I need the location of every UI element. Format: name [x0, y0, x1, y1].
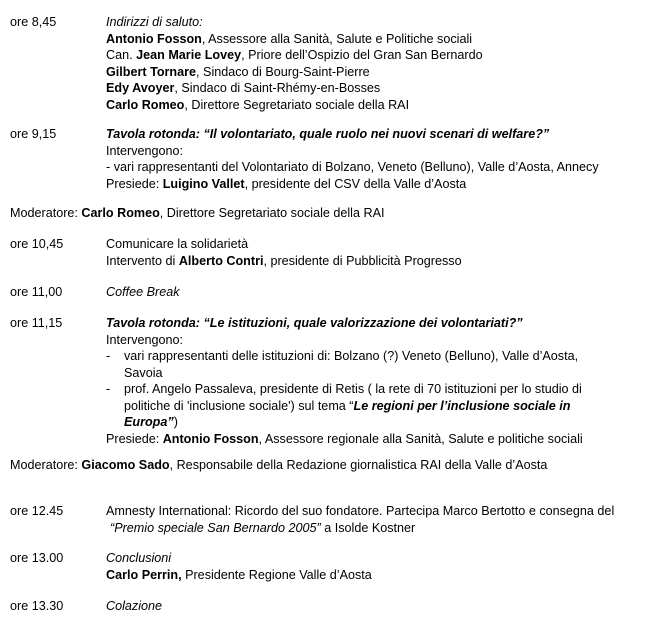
- session-title: Conclusioni: [106, 551, 172, 565]
- session-title: Tavola rotonda: “Le istituzioni, quale valorizzazione dei volontariati?”: [106, 316, 523, 330]
- session-time: ore 13.30: [10, 599, 64, 613]
- speaker-role: , Direttore Segretariato sociale della RAI: [184, 97, 410, 112]
- speaker-name: Alberto Contri: [178, 253, 264, 268]
- session-time: ore 11,00: [10, 285, 63, 299]
- speaker-role: , presidente di Pubblicità Progresso: [263, 253, 462, 268]
- speaker-role: , Assessore alla Sanità, Salute e Politiche sociali: [201, 31, 473, 46]
- session-title: Coffee Break: [106, 285, 180, 299]
- speaker-name: Carlo Perrin,: [106, 567, 182, 582]
- speaker-name: Antonio Fosson: [106, 31, 202, 46]
- intervene-label: Intervengono:: [106, 332, 184, 347]
- session-time: ore 13.00: [10, 551, 64, 565]
- award-line: [106, 520, 662, 537]
- list-item: [106, 348, 662, 381]
- moderator-role: , Direttore Segretariato sociale della RAI: [159, 206, 385, 220]
- session-title: Comunicare la solidarietà: [106, 237, 249, 251]
- speaker-name: Jean Marie Lovey: [136, 48, 242, 62]
- speaker-name: Edy Avoyer: [106, 81, 175, 95]
- session-content: [106, 315, 662, 447]
- chair-name: Luigino Vallet: [162, 176, 245, 191]
- award-recipient: a Isolde Kostner: [320, 520, 416, 535]
- list-item-line: vari rappresentanti delle istituzioni di: Bolzano (?) Veneto (Belluno), Valle d’Aosta,: [124, 349, 579, 363]
- session-content: [106, 503, 662, 536]
- session-content: [106, 284, 662, 301]
- speaker-prefix: Intervento di: [106, 253, 179, 268]
- award-name: “Premio speciale San Bernardo 2005”: [110, 520, 321, 535]
- session-time: ore 9,15: [10, 127, 57, 141]
- chair-role: , presidente del CSV della Valle d’Aosta: [244, 176, 467, 191]
- speaker-role: , Sindaco di Saint-Rhémy-en-Bosses: [174, 81, 381, 95]
- moderator-label: Moderatore:: [10, 458, 82, 472]
- speaker-role: , Priore dell’Ospizio del Gran San Bernardo: [241, 48, 483, 62]
- chair-line: [106, 176, 662, 193]
- chair-role: , Assessore regionale alla Sanità, Salute e politiche sociali: [258, 431, 583, 446]
- speaker-prefix: Can.: [106, 48, 137, 62]
- moderator-role: , Responsabile della Redazione giornalistica RAI della Valle d’Aosta: [169, 458, 548, 472]
- list-item-text: politiche di 'inclusione sociale') sul tema “: [124, 398, 354, 413]
- session-time: ore 8,45: [10, 15, 57, 29]
- session-content: [106, 236, 662, 269]
- session-title: Amnesty International: Ricordo del suo fondatore. Partecipa Marco Bertotto e consegna del: [106, 504, 615, 518]
- chair-label: Presiede:: [106, 176, 163, 191]
- speaker-line: [106, 80, 662, 97]
- list-item-text: ): [173, 415, 178, 429]
- session-content: [106, 550, 662, 583]
- chair-name: Antonio Fosson: [162, 431, 259, 446]
- speaker-line: [106, 31, 662, 48]
- session-content: [106, 14, 662, 113]
- participants-line: - vari rappresentanti del Volontariato di Bolzano, Veneto (Belluno), Valle d’Aosta, Annecy: [106, 160, 599, 174]
- speaker-role: Presidente Regione Valle d’Aosta: [181, 567, 372, 582]
- talk-title-quote: ”: [167, 415, 174, 429]
- session-time: ore 12.45: [10, 504, 64, 518]
- session-time: ore 11,15: [10, 316, 63, 330]
- moderator-line: [10, 457, 547, 474]
- talk-title: Europa: [124, 415, 168, 429]
- speaker-line: [106, 567, 662, 584]
- moderator-name: Carlo Romeo: [81, 206, 160, 220]
- session-time: ore 10,45: [10, 237, 64, 251]
- list-dash: -: [106, 382, 111, 396]
- session-content: [106, 598, 662, 615]
- speaker-name: Carlo Romeo: [106, 97, 185, 112]
- moderator-label: Moderatore:: [10, 206, 82, 220]
- list-item-line: [124, 398, 662, 415]
- chair-line: [106, 431, 662, 448]
- list-item-line: prof. Angelo Passaleva, presidente di Retis ( la rete di 70 istituzioni per lo studio di: [124, 382, 582, 396]
- session-title: Tavola rotonda: “Il volontariato, quale ruolo nei nuovi scenari di welfare?”: [106, 127, 550, 141]
- speaker-line: [106, 47, 662, 64]
- moderator-line: [10, 205, 384, 222]
- list-dash: -: [106, 349, 111, 363]
- speaker-line: [106, 253, 662, 270]
- list-item-line: [124, 414, 662, 431]
- talk-title: Le regioni per l’inclusione sociale in: [353, 398, 571, 413]
- list-item-line: Savoia: [124, 365, 163, 380]
- moderator-name: Giacomo Sado: [81, 458, 170, 472]
- speaker-line: [106, 64, 662, 81]
- list-item: [106, 381, 662, 431]
- chair-label: Presiede:: [106, 431, 163, 446]
- session-title: Indirizzi di saluto:: [106, 15, 203, 29]
- speaker-line: [106, 97, 662, 114]
- session-content: [106, 126, 662, 192]
- speaker-role: , Sindaco di Bourg-Saint-Pierre: [196, 64, 370, 79]
- speaker-name: Gilbert Tornare: [106, 64, 197, 79]
- session-title: Colazione: [106, 599, 163, 613]
- intervene-label: Intervengono:: [106, 143, 184, 158]
